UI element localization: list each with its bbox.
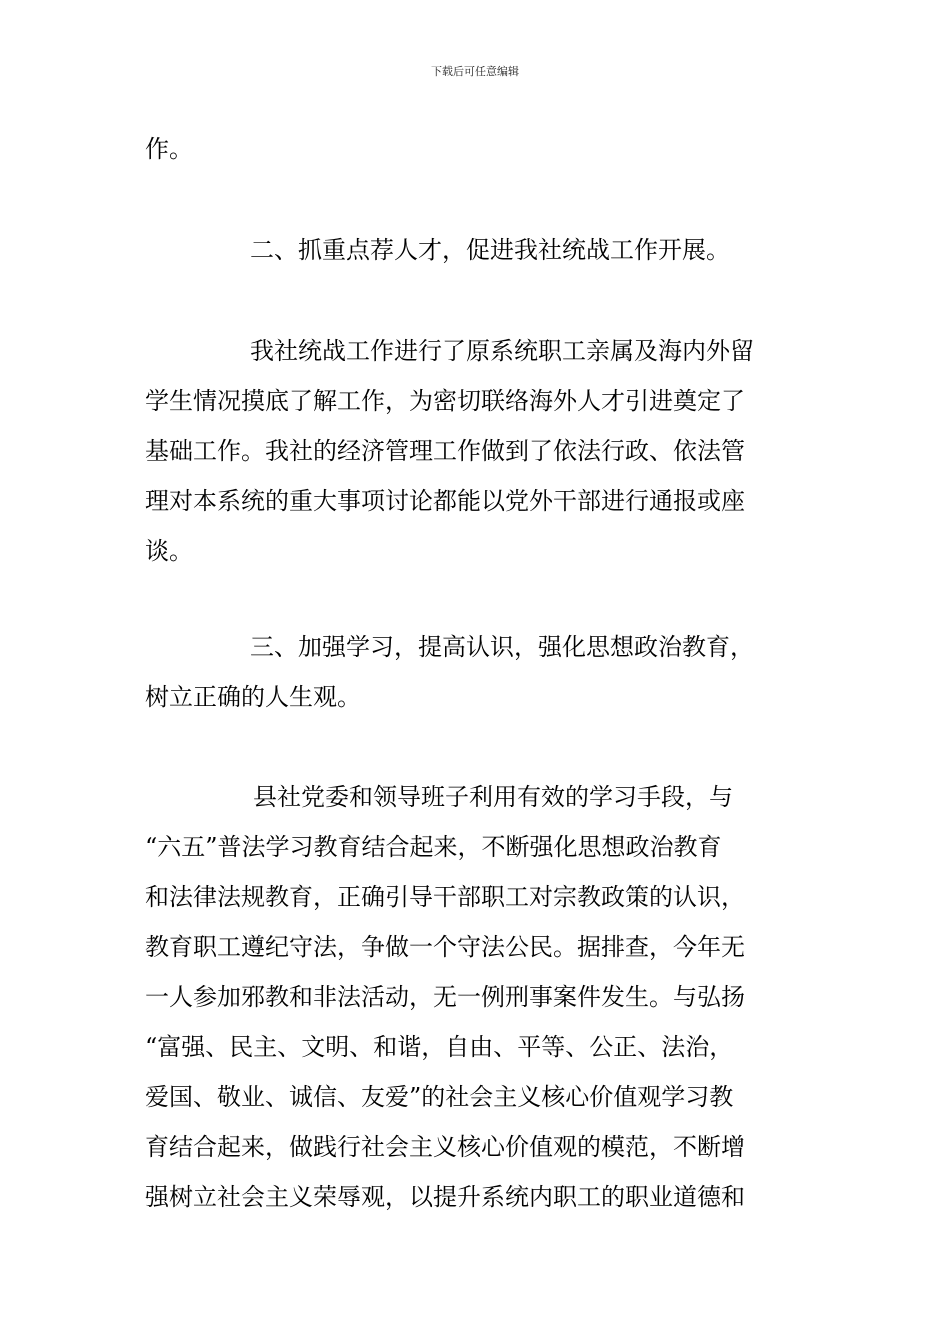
page-header: 下载后可任意编辑: [431, 65, 519, 78]
text-line: 基础工作。我社的经济管理工作做到了依法行政、依法管: [145, 437, 745, 465]
text-line: 县社党委和领导班子利用有效的学习手段，与: [253, 783, 733, 811]
paragraph-education: [145, 772, 815, 1222]
text-line: 和法律法规教育，正确引导干部职工对宗教政策的认识，: [145, 883, 745, 911]
text-line: 我社统战工作进行了原系统职工亲属及海内外留: [250, 337, 754, 365]
text-line: 树立正确的人生观。: [145, 683, 361, 711]
text-line: 谈。: [145, 537, 193, 565]
text-line: 一人参加邪教和非法活动，无一例刑事案件发生。与弘扬: [145, 983, 745, 1011]
text-line: “六五”普法学习教育结合起来，不断强化思想政治教育: [145, 833, 722, 861]
text-line: “富强、民主、文明、和谐，自由、平等、公正、法治，: [145, 1033, 734, 1061]
paragraph-united-front: [145, 326, 815, 576]
text-line: 爱国、敬业、诚信、友爱”的社会主义核心价值观学习教: [145, 1083, 734, 1111]
text-line: 教育职工遵纪守法，争做一个守法公民。据排查，今年无: [145, 933, 745, 961]
text-line: 理对本系统的重大事项讨论都能以党外干部进行通报或座: [145, 487, 745, 515]
paragraph-continuation: [145, 124, 815, 174]
text-line: 作。: [145, 135, 193, 163]
text-line: 三、加强学习，提高认识，强化思想政治教育，: [250, 633, 754, 661]
section-heading-2: [145, 225, 815, 275]
text-line: 育结合起来，做践行社会主义核心价值观的模范，不断增: [145, 1133, 745, 1161]
text-line: 二、抓重点荐人才，促进我社统战工作开展。: [250, 236, 730, 264]
text-line: 学生情况摸底了解工作，为密切联络海外人才引进奠定了: [145, 387, 745, 415]
text-line: 强树立社会主义荣辱观，以提升系统内职工的职业道德和: [145, 1183, 745, 1211]
section-heading-3: [145, 622, 815, 722]
